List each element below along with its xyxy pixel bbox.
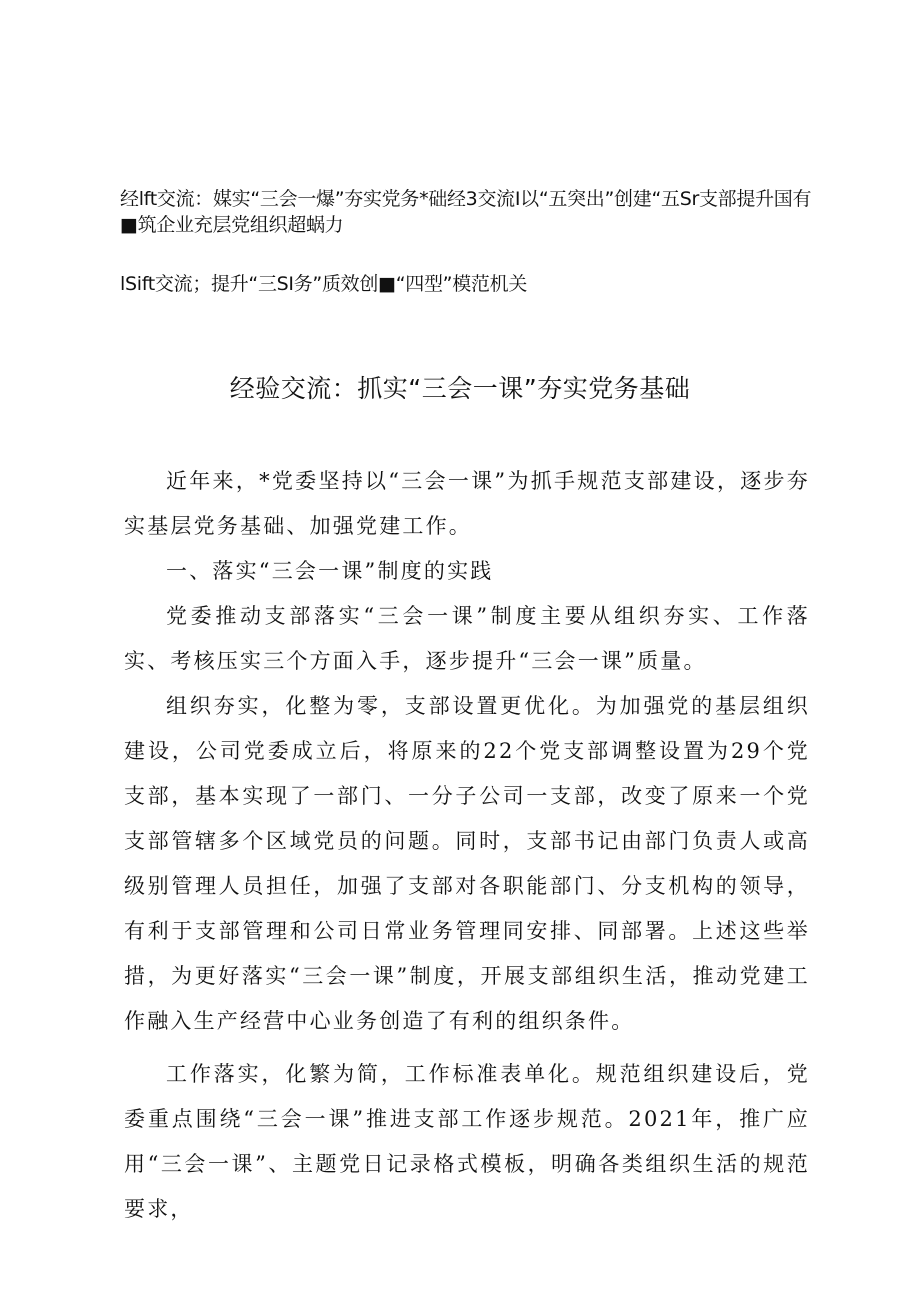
paragraph-intro: 近年来，*党委坚持以“三会一课”为抓手规范支部建设，逐步夯实基层党务基础、加强党建工作。: [124, 469, 810, 538]
toc-entry-1[interactable]: 经lft交流：媒实“三会一爆”夯实党务*础经3交流I以“五突出”创建“五Sr支部提升国有■筑企业充层党组织超蜗力: [120, 188, 812, 236]
article-body: [124, 459, 810, 1232]
paragraph-work: 工作落实，化繁为简，工作标准表单化。规范组织建设后，党委重点围绕“三会一课”推进支部工作逐步规范。2021年，推广应用“三会一课”、主题党日记录格式模板，明确各类组织生活的规范要求，: [124, 1062, 810, 1221]
toc-entry-2[interactable]: lSift交流；提升“三SI务”质效创■“四型”模范机关: [120, 273, 528, 295]
article-title: 经验交流：抓实“三会一课”夯实党务基础: [229, 374, 691, 403]
paragraph-organization: 组织夯实，化整为零，支部设置更优化。为加强党的基层组织建设，公司党委成立后，将原来的22个党支部调整设置为29个党支部，基本实现了一部门、一分子公司一支部，改变了原来一个党支部管辖多个区域党员的问题。同时，支部书记由部门负责人或高级别管理人员担任，加强了支部对各职能部门、分支机构的领导，有利于支部管理和公司日常业务管理同安排、同部署。上述这些举措，为更好落实“三会一课”制度，开展支部组织生活，推动党建工作融入生产经营中心业务创造了有利的组织条件。: [124, 694, 810, 1033]
paragraph-overview: 党委推动支部落实“三会一课”制度主要从组织夯实、工作落实、考核压实三个方面入手，逐步提升“三会一课”质量。: [124, 604, 810, 673]
section-heading-1: 一、落实“三会一课”制度的实践: [166, 559, 494, 583]
